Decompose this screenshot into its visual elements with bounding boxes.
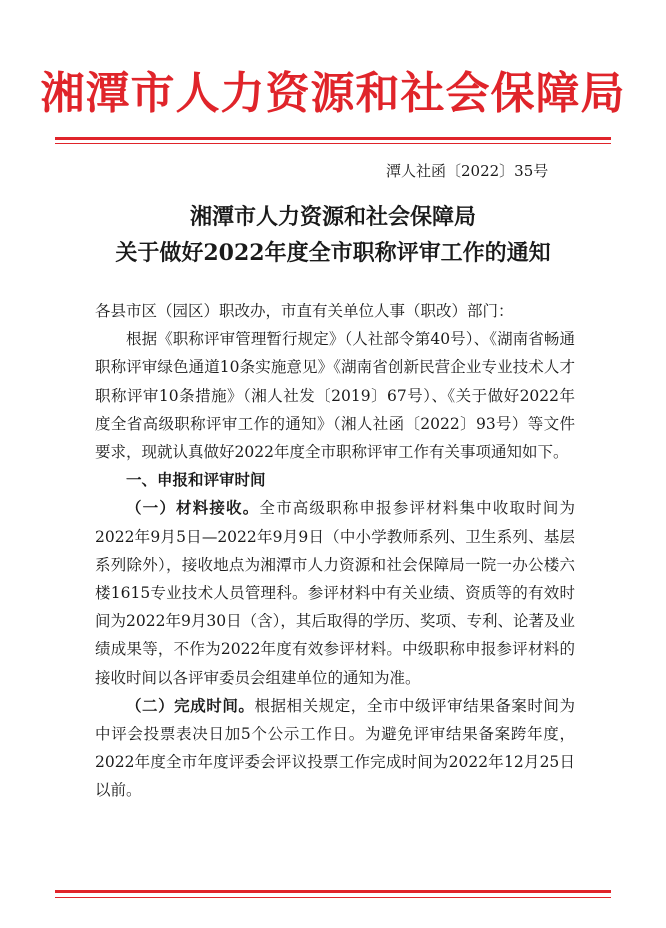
intro-paragraph: 根据《职称评审管理暂行规定》（人社部令第40号）、《湖南省畅通职称评审绿色通道10条实施意见》《湖南省创新民营企业专业技术人才职称评审10条措施》（湘人社发〔2019〕67号）、《关于做好2022年度全省高级职称评审工作的通知》（湘人社函〔2022〕93号）等文件要求，现就认真做好2022年度全市职称评审工作有关事项通知如下。: [95, 330, 575, 462]
footer-red-rule-thick: [55, 890, 611, 893]
document-body: [95, 297, 575, 805]
item-1-label: （一）材料接收。: [126, 498, 260, 518]
document-title-line-2: 关于做好2022年度全市职称评审工作的通知: [115, 240, 551, 266]
item-1-paragraph: [95, 494, 575, 691]
document-number: 潭人社函〔2022〕35号: [386, 162, 549, 180]
header-red-rule-thick: [55, 137, 611, 140]
document-title-line-1: 湘潭市人力资源和社会保障局: [189, 204, 476, 230]
issuing-organization-header: 湘潭市人力资源和社会保障局: [40, 68, 626, 119]
item-2-label: （二）完成时间。: [126, 695, 255, 715]
item-2-paragraph: [95, 692, 575, 805]
item-1-text: 全市高级职称申报参评材料集中收取时间为2022年9月5日—2022年9月9日（中小学教师系列、卫生系列、基层系列除外），接收地点为湘潭市人力资源和社会保障局一院一办公楼六楼1615专业技术人员管理科。参评材料中有关业绩、资质等的有效时间为2022年9月30日（含），其后取得的学历、奖项、专利、论著及业绩成果等，不作为2022年度有效参评材料。中级职称申报参评材料的接收时间以各评审委员会组建单位的通知为准。: [95, 499, 575, 687]
footer-red-rule-thin: [55, 897, 611, 898]
header-red-rule-thin: [55, 143, 611, 144]
salutation: 各县市区（园区）职改办，市直有关单位人事（职改）部门：: [95, 302, 514, 320]
section-heading: 一、申报和评审时间: [126, 470, 266, 490]
item-2-text: 根据相关规定，全市中级评审结果备案时间为中评会投票表决日加5个公示工作日。为避免评审结果备案跨年度，2022年度全市年度评委会评议投票工作完成时间为2022年12月25日以前。: [95, 696, 575, 800]
